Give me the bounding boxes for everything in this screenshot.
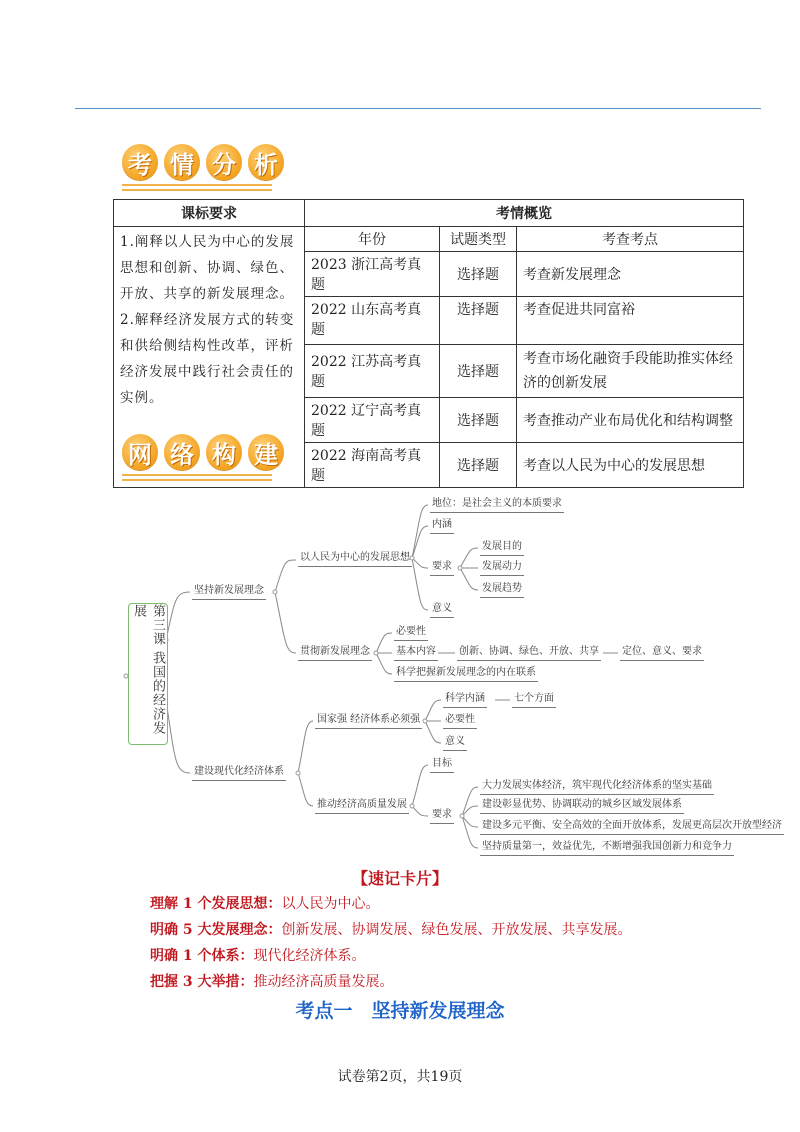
banner-char: 网	[122, 434, 158, 470]
mindmap-root: 第三课 我国的经济发展	[128, 603, 168, 745]
node-b1a-item: 内涵	[430, 518, 454, 534]
memo-line	[150, 971, 394, 991]
node-b1b-item: 科学把握新发展理念的内在联系	[394, 666, 538, 682]
node-b1a: 以人民为中心的发展思想	[298, 551, 412, 567]
memo-text: 推动经济高质量发展。	[253, 974, 394, 990]
node-b2b-item: 目标	[430, 757, 454, 773]
memo-label: 明确 5 大发展理念：	[150, 922, 282, 938]
cell-point: 考查市场化融资手段能助推实体经济的创新发展	[517, 345, 744, 398]
node-b1b: 贯彻新发展理念	[298, 645, 372, 661]
node-b2a-item: 科学内涵	[443, 692, 487, 708]
node-req: 发展趋势	[480, 582, 524, 598]
node-b1a-item: 要求	[430, 560, 454, 576]
banner-char: 构	[206, 434, 242, 470]
memo-label: 理解 1 个发展思想：	[150, 896, 282, 912]
node-b1: 坚持新发展理念	[192, 584, 266, 600]
banner-char: 络	[164, 434, 200, 470]
memo-text: 以人民为中心。	[281, 896, 380, 912]
header-overview: 考情概览	[305, 200, 744, 227]
node-b2: 建设现代化经济体系	[192, 765, 286, 781]
memo-line	[150, 919, 632, 939]
cell-year: 2023 浙江高考真题	[305, 252, 440, 297]
node-req: 发展动力	[480, 560, 524, 576]
banner-char: 建	[248, 434, 284, 470]
node-b2a: 国家强 经济体系必须强	[315, 713, 422, 729]
memo-text: 现代化经济体系。	[253, 948, 366, 964]
node-b1a-item: 地位：是社会主义的本质要求	[430, 497, 564, 513]
cell-type: 选择题	[440, 345, 517, 398]
subheader-type: 试题类型	[440, 227, 517, 252]
cell-point: 考查新发展理念	[517, 252, 744, 297]
requirements-text: 1.阐释以人民为中心的发展思想和创新、协调、绿色、开放、共享的新发展理念。2.解释经济发展方式的转变和供给侧结构性改革，评析经济发展中践行社会责任的实例。	[114, 227, 305, 488]
node-b2a-item: 意义	[443, 735, 467, 751]
cell-year: 2022 辽宁高考真题	[305, 398, 440, 443]
node-b1b-item: 基本内容	[394, 645, 438, 661]
header-requirements: 课标要求	[114, 200, 305, 227]
node-b2b-req: 建设彰显优势、协调联动的城乡区域发展体系	[480, 798, 684, 814]
cell-type: 选择题	[440, 252, 517, 297]
node-b2b-req: 建设多元平衡、安全高效的全面开放体系，发展更高层次开放型经济	[480, 819, 784, 835]
node-b2a-item: 必要性	[443, 713, 477, 729]
node-b2b-req: 大力发展实体经济，筑牢现代化经济体系的坚实基础	[480, 779, 714, 795]
memo-label: 明确 1 个体系：	[150, 948, 254, 964]
cell-year: 2022 海南高考真题	[305, 443, 440, 488]
page-footer: 试卷第2页，共19页	[337, 1069, 463, 1085]
cell-type: 选择题	[440, 443, 517, 488]
node-b1b-item: 必要性	[394, 625, 428, 641]
cell-point: 考查促进共同富裕	[517, 297, 744, 345]
node-b1b-content: 创新、协调、绿色、开放、共享	[457, 645, 601, 661]
cell-point: 考查以人民为中心的发展思想	[517, 443, 744, 488]
section-heading: 考点一 坚持新发展理念	[295, 1000, 505, 1022]
node-b2b-item: 要求	[430, 808, 454, 824]
node-b2b: 推动经济高质量发展	[315, 798, 409, 814]
cell-type: 选择题	[440, 297, 517, 345]
banner-char: 情	[164, 144, 200, 180]
cell-point: 考查推动产业布局优化和结构调整	[517, 398, 744, 443]
memo-label: 把握 3 大举措：	[150, 974, 254, 990]
subheader-point: 考查考点	[517, 227, 744, 252]
node-req: 发展目的	[480, 540, 524, 556]
node-b2a-sci: 七个方面	[512, 692, 556, 708]
banner-char: 考	[122, 144, 158, 180]
memo-title: 【速记卡片】	[351, 869, 448, 888]
banner-char: 析	[248, 144, 284, 180]
node-b1b-content2: 定位、意义、要求	[620, 645, 704, 661]
node-b1a-item: 意义	[430, 602, 454, 618]
subheader-year: 年份	[305, 227, 440, 252]
memo-text: 创新发展、协调发展、绿色发展、开放发展、共享发展。	[281, 922, 632, 938]
memo-line	[150, 893, 380, 913]
memo-line	[150, 945, 366, 965]
banner-char: 分	[206, 144, 242, 180]
cell-type: 选择题	[440, 398, 517, 443]
cell-year: 2022 江苏高考真题	[305, 345, 440, 398]
cell-year: 2022 山东高考真题	[305, 297, 440, 345]
node-b2b-req: 坚持质量第一，效益优先，不断增强我国创新力和竞争力	[480, 840, 734, 856]
